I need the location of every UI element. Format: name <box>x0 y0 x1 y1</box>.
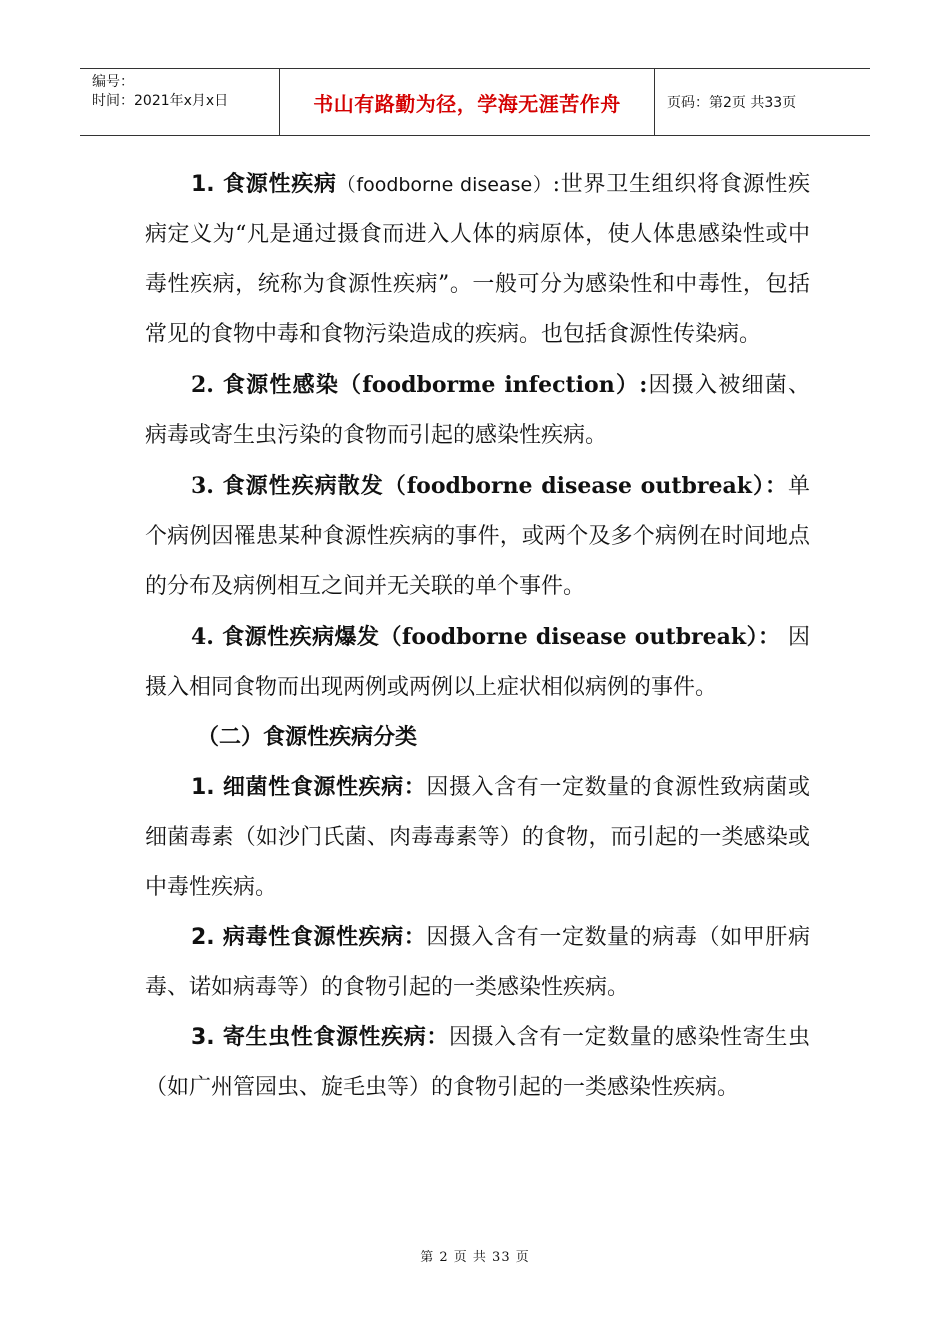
term-label: 2. 食源性感染（foodborme infection）: <box>191 372 648 398</box>
header-table <box>80 68 870 136</box>
paragraph-foodborne-disease <box>145 160 810 360</box>
document-body <box>145 160 810 1113</box>
serial-label: 编号： <box>92 74 134 90</box>
paragraph-body: 单个病例因罹患某种食源性疾病的事件，或两个及多个病例在时间地点的分布及病例相互之间并无关联的单个事件。 <box>145 474 810 599</box>
term-label: 3. 食源性疾病散发（foodborne disease outbreak）： <box>191 473 788 499</box>
paragraph-body: 因摄入被细菌、病毒或寄生虫污染的食物而引起的感染性疾病。 <box>145 373 810 448</box>
term-label: 1. 食源性疾病 <box>191 172 337 197</box>
header-motto: 书山有路勤为径，学海无涯苦作舟 <box>280 69 655 135</box>
term-english: （foodborne disease） <box>336 174 553 196</box>
term-label: 1. 细菌性食源性疾病： <box>191 775 427 800</box>
section-title: （二）食源性疾病分类 <box>197 725 418 750</box>
term-label: 4. 食源性疾病爆发（foodborne disease outbreak）： <box>191 624 781 650</box>
paragraph-parasitic <box>145 1013 810 1113</box>
header-page-info: 页码：第2页 共33页 <box>667 95 797 111</box>
header-meta <box>80 69 280 135</box>
term-label: 2. 病毒性食源性疾病： <box>191 925 427 950</box>
paragraph-body: 因摄入含有一定数量的病毒（如甲肝病毒、诺如病毒等）的食物引起的一类感染性疾病。 <box>145 925 810 1000</box>
date-label: 时间：2021年x月x日 <box>92 93 229 109</box>
paragraph-body: 因摄入含有一定数量的食源性致病菌或细菌毒素（如沙门氏菌、肉毒毒素等）的食物，而引起的一类感染或中毒性疾病。 <box>145 775 810 900</box>
paragraph-foodborne-infection <box>145 360 810 461</box>
term-label: 3. 寄生虫性食源性疾病： <box>191 1025 449 1050</box>
paragraph-sporadic <box>145 461 810 612</box>
paragraph-body: 世界卫生组织将食源性疾病定义为“凡是通过摄食而进入人体的病原体，使人体患感染性或中毒性疾病，统称为食源性疾病”。一般可分为感染性和中毒性，包括常见的食物中毒和食物污染造成的疾病。也包括食源性传染病。 <box>145 172 810 347</box>
paragraph-viral <box>145 913 810 1013</box>
paragraph-outbreak <box>145 612 810 713</box>
page-footer: 第 2 页 共 33 页 <box>420 1250 530 1265</box>
term-separator: : <box>552 172 561 197</box>
paragraph-body: 因摄入相同食物而出现两例或两例以上症状相似病例的事件。 <box>145 625 811 700</box>
paragraph-body: 因摄入含有一定数量的感染性寄生虫（如广州管园虫、旋毛虫等）的食物引起的一类感染性疾病。 <box>145 1025 810 1100</box>
paragraph-bacterial <box>145 763 810 913</box>
